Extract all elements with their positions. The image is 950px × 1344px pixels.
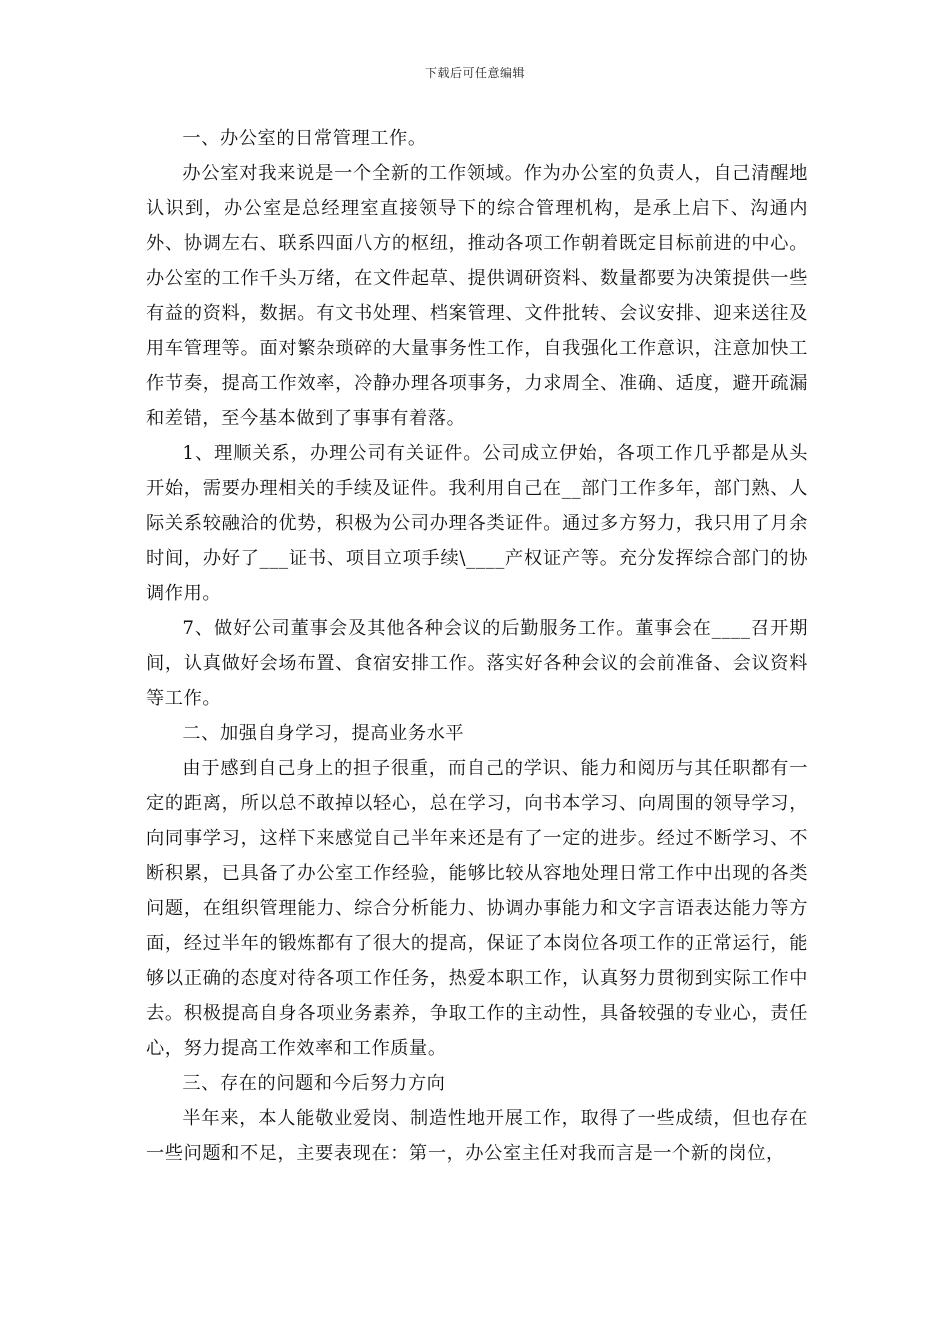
paragraph: 办公室对我来说是一个全新的工作领域。作为办公室的负责人，自己清醒地认识到，办公室是总经理室直接领导下的综合管理机构，是承上启下、沟通内外、协调左右、联系四面八方的枢纽，推动各项工作朝着既定目标前进的中心。办公室的工作千头万绪，在文件起草、提供调研资料、数量都要为决策提供一些有益的资料，数据。有文书处理、档案管理、文件批转、会议安排、迎来送往及用车管理等。面对繁杂琐碎的大量事务性工作，自我强化工作意识，注意加快工作节奏，提高工作效率，冷静办理各项事务，力求周全、准确、适度，避开疏漏和差错，至今基本做到了事事有着落。 — [146, 163, 808, 429]
document-body — [146, 121, 808, 1171]
section-heading-1: 一、办公室的日常管理工作。 — [182, 128, 427, 149]
page-header: 下载后可任意编辑 — [424, 66, 525, 80]
paragraph: 1、理顺关系，办理公司有关证件。公司成立伊始，各项工作几乎都是从头开始，需要办理相关的手续及证件。我利用自己在__部门工作多年，部门熟、人际关系较融洽的优势，积极为公司办理各类证件。通过多方努力，我只用了月余时间，办好了___证书、项目立项手续\____产权证产等。充分发挥综合部门的协调作用。 — [146, 443, 808, 604]
section-heading-2: 二、加强自身学习，提高业务水平 — [182, 723, 465, 744]
paragraph: 半年来，本人能敬业爱岗、制造性地开展工作，取得了一些成绩，但也存在一些问题和不足，主要表现在：第一，办公室主任对我而言是一个新的岗位， — [146, 1108, 808, 1164]
paragraph: 7、做好公司董事会及其他各种会议的后勤服务工作。董事会在____召开期间，认真做好会场布置、食宿安排工作。落实好各种会议的会前准备、会议资料等工作。 — [146, 618, 808, 709]
section-heading-3: 三、存在的问题和今后努力方向 — [182, 1073, 446, 1094]
paragraph: 由于感到自己身上的担子很重，而自己的学识、能力和阅历与其任职都有一定的距离，所以总不敢掉以轻心，总在学习，向书本学习、向周围的领导学习，向同事学习，这样下来感觉自己半年来还是有了一定的进步。经过不断学习、不断积累，已具备了办公室工作经验，能够比较从容地处理日常工作中出现的各类问题，在组织管理能力、综合分析能力、协调办事能力和文字言语表达能力等方面，经过半年的锻炼都有了很大的提高，保证了本岗位各项工作的正常运行，能够以正确的态度对待各项工作任务，热爱本职工作，认真努力贯彻到实际工作中去。积极提高自身各项业务素养，争取工作的主动性，具备较强的专业心，责任心，努力提高工作效率和工作质量。 — [146, 758, 808, 1059]
